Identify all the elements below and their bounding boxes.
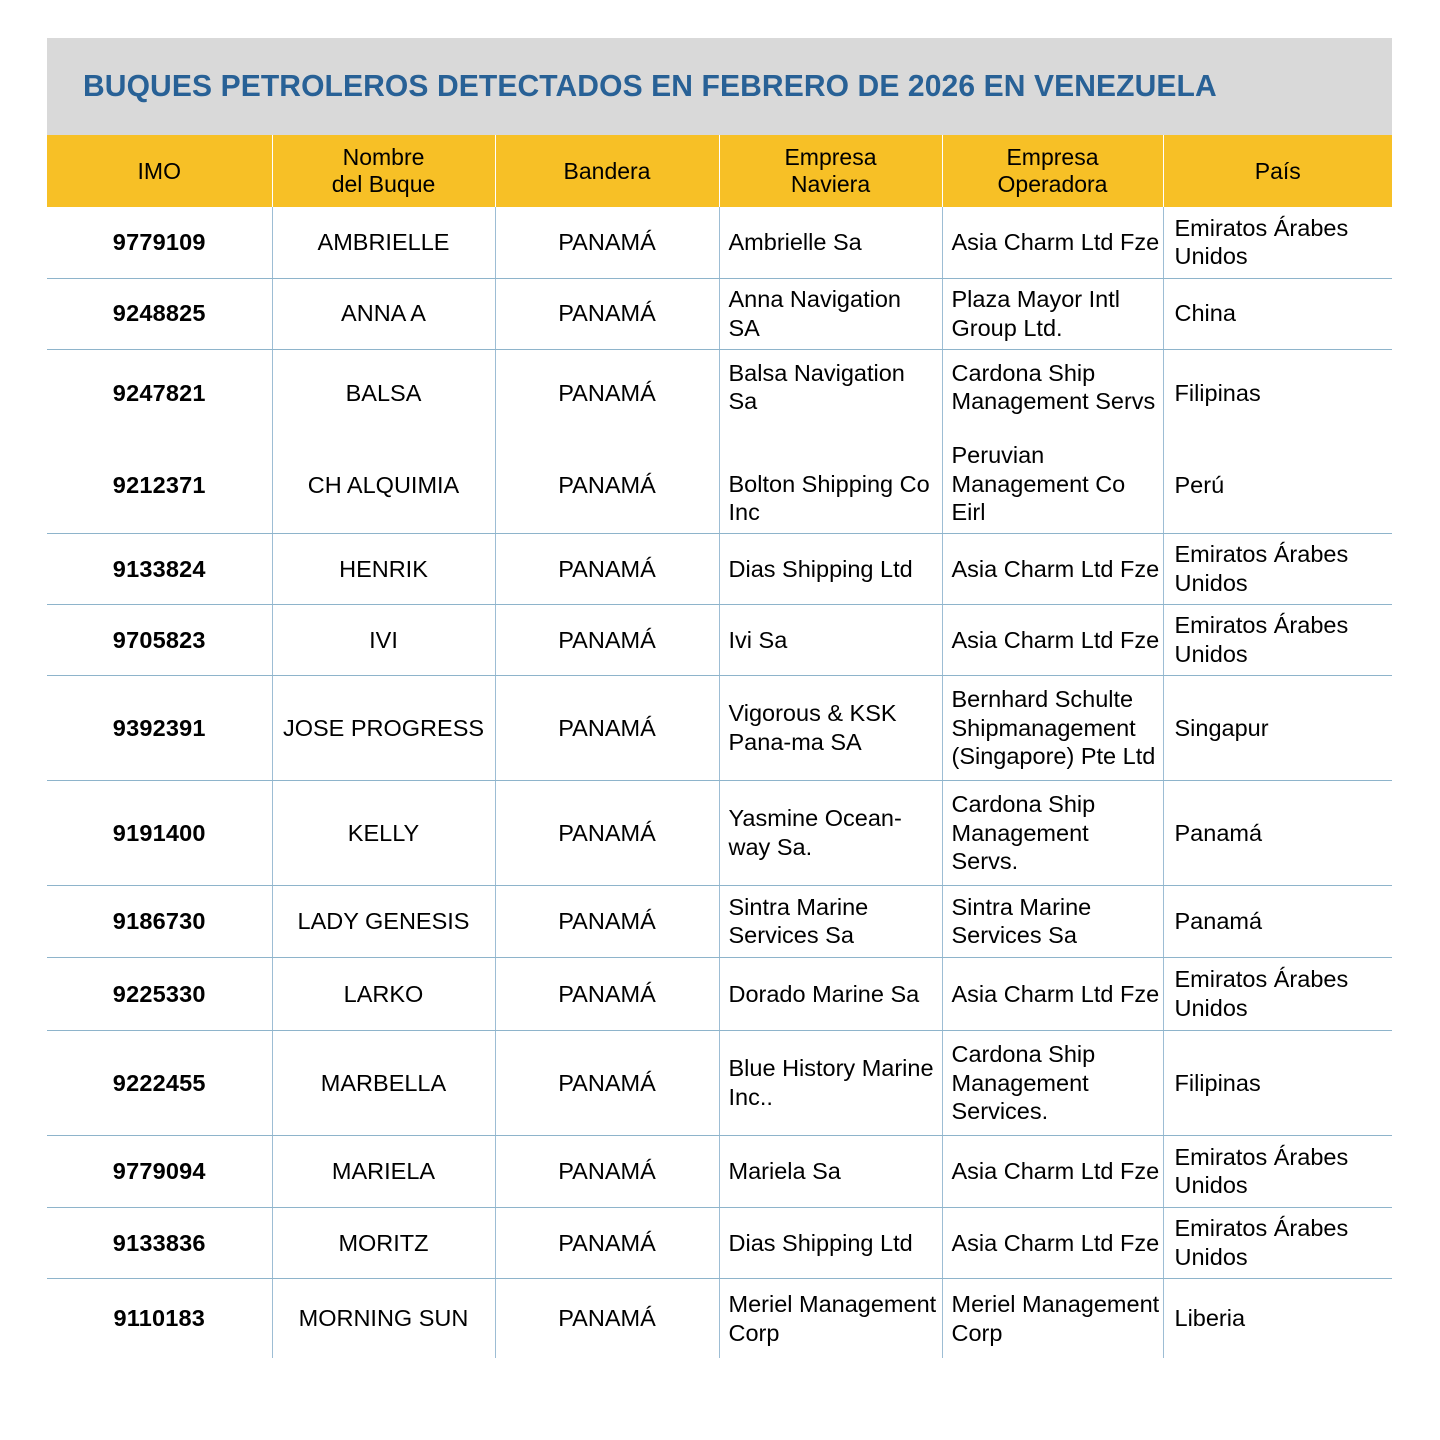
table-row[interactable]	[47, 207, 1392, 278]
cell-imo: 9779109	[47, 207, 272, 278]
cell-country: Emiratos Árabes Unidos	[1163, 1135, 1392, 1207]
cell-shipping-company: Anna Navigation SA	[719, 278, 942, 349]
report-title-band	[47, 38, 1392, 135]
cell-flag: PANAMÁ	[495, 1207, 719, 1278]
cell-vessel-name: HENRIK	[272, 533, 495, 604]
cell-shipping-company: Bolton Shipping Co Inc	[719, 437, 942, 533]
cell-shipping-company: Mariela Sa	[719, 1135, 942, 1207]
cell-shipping-company: Blue History Marine Inc..	[719, 1030, 942, 1135]
cell-country: Emiratos Árabes Unidos	[1163, 604, 1392, 675]
cell-imo: 9222455	[47, 1030, 272, 1135]
cell-shipping-company: Meriel Management Corp	[719, 1278, 942, 1358]
cell-imo: 9110183	[47, 1278, 272, 1358]
cell-vessel-name: LADY GENESIS	[272, 885, 495, 957]
table-header	[47, 135, 1392, 207]
cell-imo: 9705823	[47, 604, 272, 675]
cell-imo: 9779094	[47, 1135, 272, 1207]
column-header-pais-label: País	[1254, 157, 1301, 184]
cell-flag: PANAMÁ	[495, 780, 719, 885]
cell-flag: PANAMÁ	[495, 675, 719, 780]
table-row[interactable]	[47, 1030, 1392, 1135]
table-row[interactable]	[47, 1135, 1392, 1207]
cell-country: Filipinas	[1163, 349, 1392, 437]
cell-country: Liberia	[1163, 1278, 1392, 1358]
column-header-naviera-line1: Empresa	[784, 144, 877, 171]
cell-flag: PANAMÁ	[495, 533, 719, 604]
cell-imo: 9212371	[47, 437, 272, 533]
table-row[interactable]	[47, 349, 1392, 437]
column-header-nombre-line2: del Buque	[331, 171, 436, 197]
cell-country: Emiratos Árabes Unidos	[1163, 207, 1392, 278]
vessel-report	[47, 38, 1392, 1360]
cell-country: China	[1163, 278, 1392, 349]
cell-vessel-name: MORNING SUN	[272, 1278, 495, 1358]
cell-shipping-company: Yasmine Ocean-way Sa.	[719, 780, 942, 885]
cell-imo: 9133824	[47, 533, 272, 604]
column-header-imo[interactable]	[47, 135, 272, 207]
table-row[interactable]	[47, 1278, 1392, 1358]
cell-flag: PANAMÁ	[495, 957, 719, 1030]
cell-vessel-name: AMBRIELLE	[272, 207, 495, 278]
column-header-bandera-label: Bandera	[563, 157, 651, 184]
cell-imo: 9392391	[47, 675, 272, 780]
cell-country: Singapur	[1163, 675, 1392, 780]
cell-country: Filipinas	[1163, 1030, 1392, 1135]
cell-vessel-name: LARKO	[272, 957, 495, 1030]
column-header-operadora[interactable]	[942, 135, 1163, 207]
cell-vessel-name: ANNA A	[272, 278, 495, 349]
cell-flag: PANAMÁ	[495, 349, 719, 437]
cell-shipping-company: Ambrielle Sa	[719, 207, 942, 278]
table-row[interactable]	[47, 604, 1392, 675]
cell-vessel-name: CH ALQUIMIA	[272, 437, 495, 533]
cell-flag: PANAMÁ	[495, 1135, 719, 1207]
cell-operating-company: Asia Charm Ltd Fze	[942, 207, 1163, 278]
table-header-row	[47, 135, 1392, 207]
column-header-nombre[interactable]	[272, 135, 495, 207]
cell-shipping-company: Balsa Navigation Sa	[719, 349, 942, 437]
table-row[interactable]	[47, 278, 1392, 349]
cell-imo: 9186730	[47, 885, 272, 957]
column-header-naviera-line2: Naviera	[790, 171, 871, 197]
cell-country: Emiratos Árabes Unidos	[1163, 957, 1392, 1030]
cell-imo: 9133836	[47, 1207, 272, 1278]
cell-operating-company: Plaza Mayor Intl Group Ltd.	[942, 278, 1163, 349]
cell-country: Emiratos Árabes Unidos	[1163, 1207, 1392, 1278]
cell-vessel-name: KELLY	[272, 780, 495, 885]
cell-shipping-company: Dorado Marine Sa	[719, 957, 942, 1030]
cell-operating-company: Asia Charm Ltd Fze	[942, 957, 1163, 1030]
cell-operating-company: Sintra Marine Services Sa	[942, 885, 1163, 957]
cell-operating-company: Cardona Ship Management Servs	[942, 349, 1163, 437]
cell-flag: PANAMÁ	[495, 1278, 719, 1358]
column-header-imo-label: IMO	[137, 157, 181, 184]
table-row[interactable]	[47, 957, 1392, 1030]
cell-country: Emiratos Árabes Unidos	[1163, 533, 1392, 604]
cell-operating-company: Peruvian Management Co Eirl	[942, 437, 1163, 533]
cell-operating-company: Asia Charm Ltd Fze	[942, 1135, 1163, 1207]
cell-flag: PANAMÁ	[495, 278, 719, 349]
cell-shipping-company: Dias Shipping Ltd	[719, 1207, 942, 1278]
cell-operating-company: Asia Charm Ltd Fze	[942, 533, 1163, 604]
cell-imo: 9247821	[47, 349, 272, 437]
column-header-pais[interactable]	[1163, 135, 1392, 207]
cell-operating-company: Bernhard Schulte Shipmanagement (Singapore) Pte Ltd	[942, 675, 1163, 780]
cell-country: Panamá	[1163, 780, 1392, 885]
cell-flag: PANAMÁ	[495, 1030, 719, 1135]
cell-vessel-name: BALSA	[272, 349, 495, 437]
table-row[interactable]	[47, 437, 1392, 533]
column-header-naviera[interactable]	[719, 135, 942, 207]
cell-flag: PANAMÁ	[495, 207, 719, 278]
column-header-operadora-line1: Empresa	[1006, 144, 1099, 171]
cell-shipping-company: Sintra Marine Services Sa	[719, 885, 942, 957]
page-title: BUQUES PETROLEROS DETECTADOS EN FEBRERO DE 2026 EN VENEZUELA	[83, 69, 1217, 104]
cell-country: Perú	[1163, 437, 1392, 533]
cell-country: Panamá	[1163, 885, 1392, 957]
cell-vessel-name: MARIELA	[272, 1135, 495, 1207]
table-row[interactable]	[47, 1207, 1392, 1278]
cell-imo: 9248825	[47, 278, 272, 349]
cell-shipping-company: Ivi Sa	[719, 604, 942, 675]
cell-operating-company: Meriel Management Corp	[942, 1278, 1163, 1358]
table-row[interactable]	[47, 885, 1392, 957]
cell-operating-company: Asia Charm Ltd Fze	[942, 1207, 1163, 1278]
vessels-table	[47, 135, 1392, 1358]
cell-imo: 9191400	[47, 780, 272, 885]
table-row[interactable]	[47, 675, 1392, 780]
column-header-nombre-line1: Nombre	[342, 144, 425, 171]
column-header-bandera[interactable]	[495, 135, 719, 207]
cell-vessel-name: MORITZ	[272, 1207, 495, 1278]
table-body	[47, 207, 1392, 1358]
cell-operating-company: Asia Charm Ltd Fze	[942, 604, 1163, 675]
cell-operating-company: Cardona Ship Management Servs.	[942, 780, 1163, 885]
cell-vessel-name: JOSE PROGRESS	[272, 675, 495, 780]
cell-flag: PANAMÁ	[495, 885, 719, 957]
cell-operating-company: Cardona Ship Management Services.	[942, 1030, 1163, 1135]
column-header-operadora-line2: Operadora	[997, 171, 1108, 197]
cell-flag: PANAMÁ	[495, 437, 719, 533]
table-row[interactable]	[47, 780, 1392, 885]
cell-imo: 9225330	[47, 957, 272, 1030]
cell-vessel-name: IVI	[272, 604, 495, 675]
cell-shipping-company: Vigorous & KSK Pana-ma SA	[719, 675, 942, 780]
cell-shipping-company: Dias Shipping Ltd	[719, 533, 942, 604]
table-row[interactable]	[47, 533, 1392, 604]
cell-vessel-name: MARBELLA	[272, 1030, 495, 1135]
cell-flag: PANAMÁ	[495, 604, 719, 675]
